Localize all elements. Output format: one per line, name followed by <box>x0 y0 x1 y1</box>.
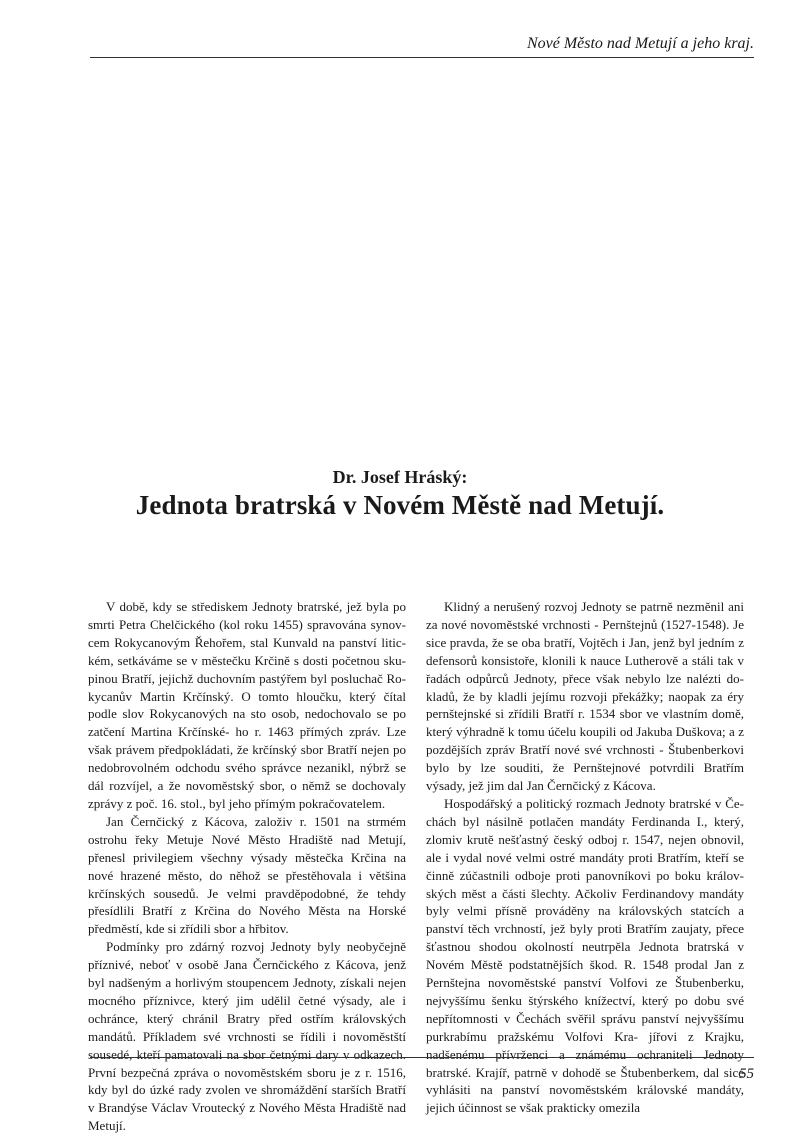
header-rule <box>90 57 754 58</box>
paragraph: Klidný a nerušený rozvoj Jednoty se patrně nezměnil ani za nové novoměstské vrchnosti - Pernštejnů (1527-1548). Je sice pravda, že se oba bratří, Vojtěch i Jan, jenž byl jedním z defensorů konsistoře, klonili k nauce Lutherově a stáli tak v řadách odpůrců Jednoty, přece však nebylo lze nalézti dokladů, že by kladli jejímu rozvoji překážky; naopak za éry pernštejnské si zřídili Bratří r. 1534 sbor ve vlastním domě, který výhradně k tomu účelu koupili od Jakuba Duškova; a z pozdějších zpráv Bratří nové své vrchnosti - Štubenberkovi bylo by lze souditi, že Pernštejnové potvrdili Bratřím výsady, jež jim dal Jan Černčický z Kácova. <box>426 599 744 794</box>
left-column <box>88 598 406 1135</box>
article-title: Jednota bratrská v Novém Městě nad Metují. <box>135 490 665 520</box>
paragraph: V době, kdy se střediskem Jednoty bratrské, jež byla po smrti Petra Chelčického (kol roku 1455) spravována synovcem Rokycanovým Řehořem, stal Kunvald na panství litickém, setkáváme se v městečku Krčině s dosti početnou skupinou Bratří, jejichž duchovním pastýřem byl posluchač Rokycanův Martin Krčínský. O tomto hloučku, který čítal podle slov Rokycanových na sto osob, nedochovalo se po zatčení Martina Krčínské- ho r. 1463 přímých zpráv. Lze však právem předpokládati, že krčínský sbor Bratří nejen po nedobrovolném odchodu svého správce nezanikl, nýbrž se dál rozvíjel, a že novoměstský sbor, o němž se dochovaly zprávy z poč. 16. stol., byl jeho přímým pokračovatelem. <box>88 599 406 811</box>
page-number: 55 <box>739 1066 754 1082</box>
running-header: Nové Město nad Metují a jeho kraj. <box>526 35 754 52</box>
right-column <box>426 598 744 1117</box>
paragraph: Jan Černčický z Kácova, založiv r. 1501 na strmém ostrohu řeky Metuje Nové Město Hradiště nad Metují, přenesl privilegiem všechny výsady městečka Krčina na nové hrazené město, do něhož se přestěhovala i většina krčínských sousedů. Je velmi pravděpodobné, že tehdy přesídlili Bratří z Krčina do Nového Města na Horské předměstí, kde si zřídili sbor a hřbitov. <box>88 813 406 937</box>
paragraph: Hospodářský a politický rozmach Jednoty bratrské v Čechách byl násilně potlačen mandáty Ferdinanda I., který, zlomiv krutě nešťastný český odboj r. 1547, nejen obnovil, ale i vydal nové velmi ostré mandáty proti Bratřím, kteří se činně zúčastnili odboje proti panovníkovi po boku královských měst a části šlechty. Ačkoliv Ferdinandovy mandáty byly velmi přísně prováděny na královských statcích a panství těch vrchností, jež byly proti Bratřím zaujaty, přece šťastnou shodou okolností neutrpěla Jednota bratrská v Novém Městě podstatnějších škod. R. 1548 prodal Jan z Pernštejna novoměstské panství Volfovi ze Štubenberku, nejvyššímu šenku štýrského knížectví, který po dobu své nepřítomnosti v Čechách svěřil správu panství nejvyššímu purkrabímu pražskému Volfovi Kra- jířovi z Krajku, nadšenému přívrženci a známému ochraniteli Jednoty bratrské. Krajíř, patrně v dohodě se Štubenberkem, dal sice vyhlásiti na panství novoměstském královské mandáty, jejich účinnost se však prakticky omezila <box>426 795 744 1116</box>
paragraph: Podmínky pro zdárný rozvoj Jednoty byly neobyčejně příznivé, neboť v osobě Jana Černčického z Kácova, jenž byl nadšeným a horlivým stoupencem Jednoty, získali nejen mocného příznivce, který jim udělil četné výsady, ale i ochránce, který chránil Bratry před ostřím královských mandátů. Příkladem své vrchnosti se řídili i novoměstští sousedé, kteří pamatovali na sbor četnými dary v odkazech. První bezpečná zpráva o novoměstském sboru je z r. 1516, kdy byl do úzké rady zvolen ve shromáždění starších Bratří v Brandýse Václav Vroutecký z Nového Města Hradiště nad Metují. <box>88 939 406 1134</box>
footer-rule <box>90 1057 754 1058</box>
article-author: Dr. Josef Hráský: <box>332 467 468 487</box>
